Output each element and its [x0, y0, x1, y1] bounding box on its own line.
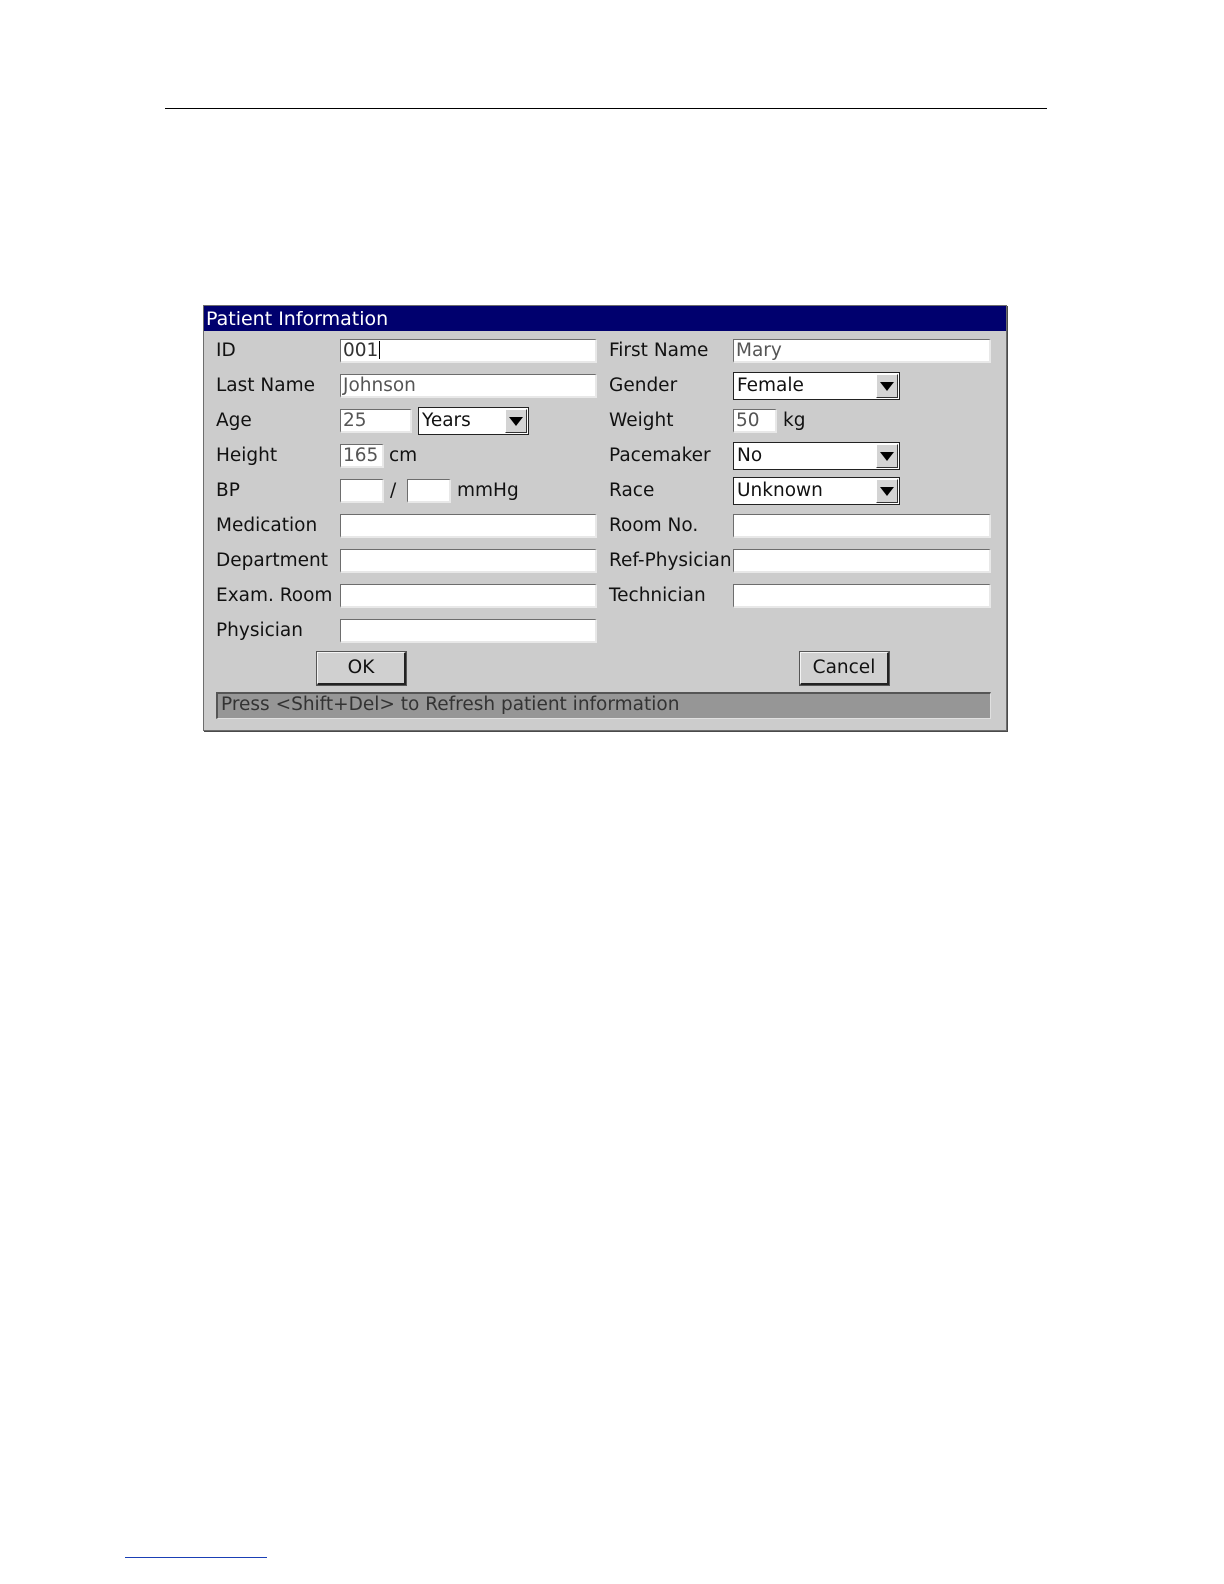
- bp-separator: /: [390, 480, 397, 501]
- first-name-input[interactable]: Mary: [733, 339, 991, 363]
- chevron-down-icon[interactable]: [876, 479, 898, 503]
- ok-button[interactable]: OK: [317, 652, 406, 685]
- age-unit-select[interactable]: [418, 407, 529, 435]
- age-label: Age: [216, 410, 252, 431]
- id-label: ID: [216, 340, 236, 361]
- cancel-button[interactable]: Cancel: [800, 652, 889, 685]
- gender-select[interactable]: [733, 372, 900, 400]
- id-input[interactable]: [340, 339, 597, 363]
- dialog-title: Patient Information: [204, 306, 1006, 331]
- race-value: Unknown: [737, 480, 823, 501]
- pacemaker-value: No: [737, 445, 763, 466]
- technician-input[interactable]: [733, 584, 991, 608]
- height-label: Height: [216, 445, 278, 466]
- pacemaker-label: Pacemaker: [609, 445, 711, 466]
- chevron-down-icon[interactable]: [876, 374, 898, 398]
- text-caret: [379, 341, 380, 359]
- bp-systolic-input[interactable]: [340, 479, 384, 503]
- medication-label: Medication: [216, 515, 318, 536]
- physician-label: Physician: [216, 620, 303, 641]
- first-name-label: First Name: [609, 340, 709, 361]
- patient-information-dialog: [203, 305, 1007, 731]
- race-select[interactable]: [733, 477, 900, 505]
- height-input[interactable]: 165: [340, 444, 384, 468]
- page-footer-rule: [125, 1557, 267, 1558]
- weight-input[interactable]: 50: [733, 409, 777, 433]
- physician-input[interactable]: [340, 619, 597, 643]
- age-input[interactable]: 25: [340, 409, 412, 433]
- page-header-rule: [165, 108, 1047, 109]
- pacemaker-select[interactable]: [733, 442, 900, 470]
- department-label: Department: [216, 550, 328, 571]
- bp-unit: mmHg: [457, 480, 519, 501]
- last-name-label: Last Name: [216, 375, 315, 396]
- race-label: Race: [609, 480, 655, 501]
- last-name-input[interactable]: Johnson: [340, 374, 597, 398]
- ref-physician-label: Ref-Physician: [609, 550, 732, 571]
- chevron-down-icon[interactable]: [505, 409, 527, 433]
- height-unit: cm: [389, 445, 418, 466]
- gender-label: Gender: [609, 375, 678, 396]
- weight-label: Weight: [609, 410, 674, 431]
- room-no-input[interactable]: [733, 514, 991, 538]
- room-no-label: Room No.: [609, 515, 699, 536]
- bp-diastolic-input[interactable]: [407, 479, 451, 503]
- exam-room-input[interactable]: [340, 584, 597, 608]
- status-message: Press <Shift+Del> to Refresh patient information: [216, 692, 991, 719]
- weight-unit: kg: [783, 410, 806, 431]
- gender-value: Female: [737, 375, 804, 396]
- department-input[interactable]: [340, 549, 597, 573]
- age-unit-value: Years: [422, 410, 471, 431]
- id-value: 001: [343, 340, 379, 361]
- technician-label: Technician: [609, 585, 706, 606]
- exam-room-label: Exam. Room: [216, 585, 333, 606]
- medication-input[interactable]: [340, 514, 597, 538]
- bp-label: BP: [216, 480, 240, 501]
- ref-physician-input[interactable]: [733, 549, 991, 573]
- chevron-down-icon[interactable]: [876, 444, 898, 468]
